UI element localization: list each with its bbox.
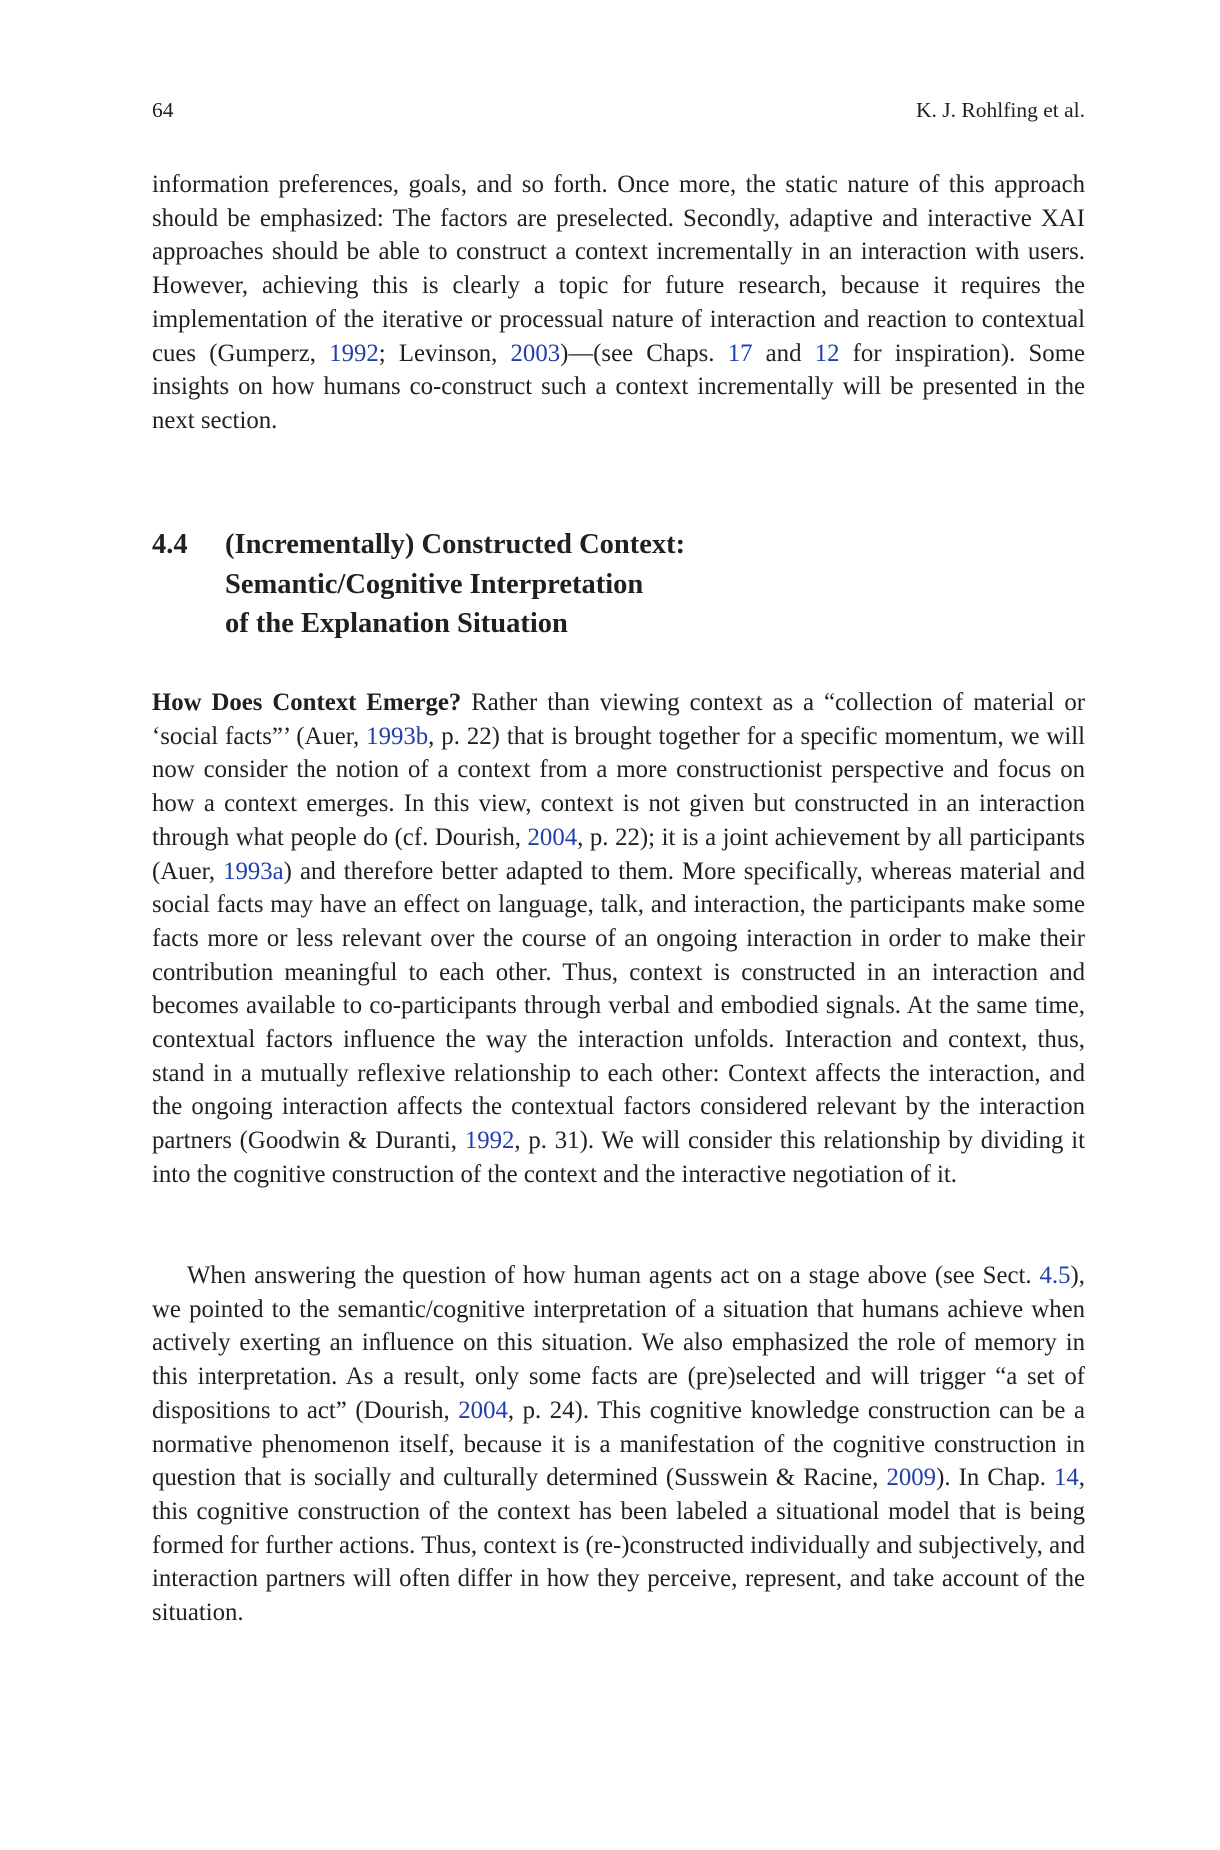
chapter-link-14[interactable]: 14: [1054, 1464, 1079, 1492]
text-run: , p. 24). This cognitive knowledge construction can be a normative phenomenon itself, because it is a manifestation of the cognitive construction in question that is socially and culturally determined (Susswein & Racine,: [152, 1396, 1085, 1492]
paragraph-context-emergence: [152, 686, 1085, 1192]
text-run: ; Levinson,: [378, 339, 511, 367]
section-title: [225, 525, 1085, 644]
citation-link-dourish-2004[interactable]: 2004: [458, 1396, 508, 1424]
text-run: and: [752, 339, 815, 367]
text-run: ), we pointed to the semantic/cognitive interpretation of a situation that humans achieve when actively exerting an influence on this situation. We also emphasized the role of memory in this interpretation. As a result, only some facts are (pre)selected and will trigger “a set of dispositions to act” (Dourish,: [152, 1262, 1085, 1424]
chapter-link-17[interactable]: 17: [727, 339, 753, 367]
running-head: [152, 98, 1085, 128]
section-number: 4.4: [152, 529, 188, 560]
section-title-line: Semantic/Cognitive Interpretation: [225, 568, 644, 600]
section-link-4-5[interactable]: 4.5: [1039, 1262, 1071, 1289]
text-run: ). In Chap.: [936, 1464, 1054, 1492]
text-run: )—(see Chaps.: [560, 339, 728, 367]
page-number: 64: [152, 98, 174, 122]
citation-link-auer-1993a[interactable]: 1993a: [223, 857, 284, 885]
text-run: ) and therefore better adapted to them. More specifically, whereas material and social facts may have an effect on language, talk, and interaction, the participants make some facts more or less relevant over the course of an ongoing interaction in order to make their contribution meaningful to each other. Thus, context is constructed in an interaction and becomes available to co-participants through verbal and embodied signals. At the same time, contextual factors influence the way the interaction unfolds. Interaction and context, thus, stand in a mutually reflexive relationship to each other: Context affects the interaction, and the ongoing interaction affects the contextual factors considered relevant by the interaction partners (Goodwin & Duranti,: [152, 857, 1085, 1155]
text-run: , this cognitive construction of the context has been labeled a situational model that is being formed for further actions. Thus, context is (re-)constructed individually and subjectively, and interaction partners will often differ in how they perceive, represent, and take account of the situation.: [152, 1464, 1085, 1627]
text-run: When answering the question of how human agents act on a stage above (see Sect.: [187, 1262, 1040, 1289]
text-run: Rather than viewing context as a “collection of material or ‘social facts”’ (Auer,: [152, 689, 1085, 750]
citation-link-susswein-racine-2009[interactable]: 2009: [886, 1464, 937, 1492]
text-run: for inspiration). Some insights on how humans co-construct such a context incrementally will be presented in the next section.: [152, 339, 1085, 434]
chapter-link-12[interactable]: 12: [814, 339, 840, 367]
citation-link-gumperz-1992[interactable]: 1992: [329, 339, 379, 367]
citation-link-dourish-2004[interactable]: 2004: [527, 823, 578, 851]
paragraph-intro: [152, 168, 1085, 438]
citation-link-auer-1993b[interactable]: 1993b: [366, 722, 429, 750]
paragraph-cognitive-construction: [152, 1259, 1085, 1630]
text-run: , p. 31). We will consider this relationship by dividing it into the cognitive construction of the context and the interactive negotiation of it.: [152, 1127, 1086, 1188]
citation-link-levinson-2003[interactable]: 2003: [510, 339, 561, 367]
running-head-authors: K. J. Rohlfing et al.: [916, 98, 1085, 122]
section-title-line: of the Explanation Situation: [225, 608, 568, 639]
run-in-heading: How Does Context Emerge?: [152, 689, 462, 716]
text-run: , p. 22) that is brought together for a specific momentum, we will now consider the notion of a context from a more constructionist perspective and focus on how a context emerges. In this view, context is not given but constructed in an interaction through what people do (cf. Dourish,: [152, 722, 1085, 851]
section-title-line: (Incrementally) Constructed Context:: [225, 529, 686, 560]
text-run: information preferences, goals, and so forth. Once more, the static nature of this approach should be emphasized: The factors are preselected. Secondly, adaptive and interactive XAI approaches should be able to construct a context incrementally in an interaction with users. However, achieving this is clearly a topic for future research, because it requires the implementation of the iterative or processual nature of interaction and reaction to contextual cues (Gumperz,: [152, 171, 1085, 367]
citation-link-goodwin-duranti-1992[interactable]: 1992: [464, 1127, 515, 1155]
text-run: , p. 22); it is a joint achievement by all participants (Auer,: [152, 823, 1085, 885]
